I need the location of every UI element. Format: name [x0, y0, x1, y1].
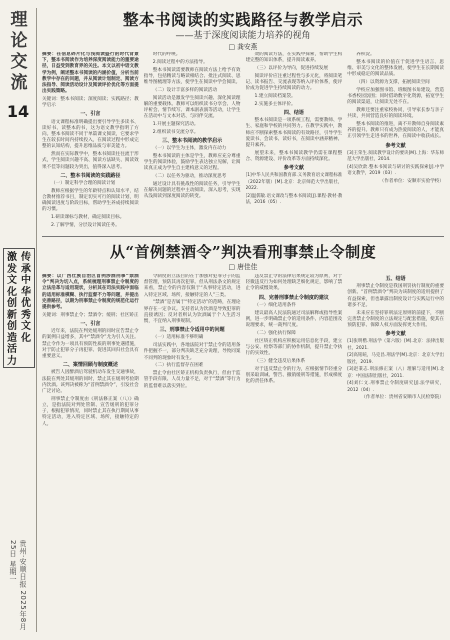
vertical-char: 交 [10, 52, 28, 72]
paragraph: 教师应根据学生的年龄特点和认知水平，结合教材推荐书目，制定切实可行的阅读计划，明确阅读进度与阶段目标，帮助学生养成持续阅读的习惯。 [42, 188, 139, 213]
section-heading: 五、结语 [385, 276, 406, 282]
reference-item: [4]刘仁文.刑事禁止令制度研究[J].法学研究，2012（04）. [347, 381, 444, 393]
paragraph: （一）适用标准不够明确 [152, 335, 204, 341]
article-columns [42, 274, 444, 630]
vertical-char: 流 [10, 73, 28, 93]
paragraph: 建议最高人民法院通过司法解释或指导性案例，进一步明确禁止令的适用条件、内容范围及说理要求，统一裁判尺度。 [245, 310, 343, 329]
section-heading: 二、案情回顾与制度概述 [62, 362, 118, 369]
paragraph: 整本书阅读的主体是学生，教师应充分尊重学生的阅读体验，鼓励学生表达独立见解，让阅读真正成为学生自主建构意义的过程。 [143, 154, 241, 172]
paragraph: （二）执行监督存在困难 [152, 363, 204, 369]
paragraph: 语文课程标准明确提出要引导学生多读书、读好书、读整本的书，这为语文教学指明了方向。整本书阅读不同于单篇课文阅读，它要求学生在较长时间内持续投入，在阅读过程中形成完整的认知结构，提升思维品质与审美能力。 [42, 119, 139, 150]
paragraph: 学校应加强图书馆、班级图书角建设，营造书香校园氛围；同时借助数字化资源，拓宽学生的阅读渠道，让阅读无处不在。 [347, 87, 444, 106]
paragraph: 刑事禁止令制度由《刑法修正案（八）》确立，是指法院对判处管制、宣告缓刑的犯罪分子，根据犯罪情况，同时禁止其在执行期间从事特定活动，进入特定区域、场所，接触特定的人。 [42, 396, 139, 427]
article-reading [42, 4, 444, 234]
vertical-char: 造 [7, 332, 17, 344]
reference-item: [3]赵秉志.刑法修正案（八）理解与适用[M].北京：中国法制出版社，2011. [347, 367, 444, 379]
paragraph: （四）以资源为支撑，拓展阅读空间 [356, 80, 430, 85]
vertical-char: 新 [7, 309, 17, 321]
vertical-char: 论 [10, 31, 28, 51]
section-heading: 一、引言 [80, 111, 101, 118]
article-byline: □ 唐佳佳 [228, 263, 258, 271]
paragraph: 违反禁止令的法律后果规定较为原则，对于轻微违反行为如何处理缺乏细化规定，影响了禁止令的威慑效果。 [245, 274, 343, 292]
section-heading: 参考文献 [283, 165, 304, 172]
reference-item: [2]温儒敏.语文课改与整本书阅读[J].课程·教材·教法，2016（05）. [245, 193, 343, 205]
text-column [347, 274, 444, 630]
paragraph: （一）制定科学合理的阅读计划 [51, 181, 116, 187]
article-byline: □ 龚安燕 [228, 43, 258, 51]
paragraph: 关键词：整本书阅读；深度阅读；实践路径；教学启示 [42, 97, 139, 109]
article-title: 从“首例禁酒令”判决看刑事禁止令制度 [109, 243, 377, 261]
article-title: 整本书阅读的实践路径与教学启示 [122, 10, 363, 29]
vertical-char: 创 [7, 321, 17, 332]
vertical-char: 文 [21, 321, 31, 332]
page-number: 14 [6, 102, 30, 121]
section-heading: 三、刑事禁止令适用中的问题 [159, 327, 225, 334]
vertical-char: 理 [10, 10, 28, 30]
section-name [6, 10, 32, 94]
reference-item: [1]中华人民共和国教育部.义务教育语文课程标准（2022年版）[M].北京：北京师范大学出版社，2022. [245, 173, 343, 191]
paragraph: （作者单位：安顺市实验学校） [379, 178, 444, 184]
paragraph: 未来应在坚持罪刑法定原则的前提下，不断完善禁止令制度的立法规定与配套措施，使其在预防犯罪、保障人权方面发挥更大作用。 [347, 310, 444, 329]
text-column [42, 274, 139, 630]
paragraph: （一）细化适用条件 [254, 302, 296, 308]
article-columns [42, 52, 444, 232]
text-column [347, 52, 444, 232]
paragraph: 2.了解学情，分层设计阅读任务。 [51, 223, 120, 229]
vertical-char: 中 [21, 275, 31, 286]
text-column [246, 274, 343, 630]
section-heading: 三、整本书阅读的教学启示 [162, 138, 223, 144]
article-subtitle: ——基于深度阅读能力培养的视角 [175, 31, 311, 41]
slogan-box [3, 248, 35, 368]
slogan-left-column [5, 252, 19, 367]
paragraph: 养积淀。 [356, 52, 375, 57]
vertical-char: 优 [21, 298, 31, 309]
paragraph: （三）以评价为导向，促进持续发展 [254, 66, 329, 71]
paragraph: 对于违反禁止令的行为，应根据情节轻重分别采取训诫、警告、撤销缓刑等措施，形成梯度化的责任体系。 [245, 366, 343, 385]
vertical-char: 力 [7, 355, 17, 367]
section-heading: 参考文献 [385, 142, 406, 149]
vertical-char: 活 [7, 344, 17, 355]
paragraph: 摘要：以广西壮族自治区首例涉酒刑事“禁酒令”判决为切入点，系统梳理刑事禁止令制度的立法沿革与适用现状，分析其在司法实践中面临的适用标准模糊、执行监督不力等问题，并提出完善路径，以期为刑事禁止令制度的规范化运行提供参考。 [42, 274, 139, 311]
text-column [144, 274, 241, 630]
paragraph: “禁酒”是否属于“特定活动”的范畴，在理论界存在一定争议。支持者认为饮酒是导致犯罪的直接诱因；反对者则认为饮酒属于个人生活习惯，不宜纳入刑事规制。 [143, 300, 241, 325]
vertical-char: 激 [7, 252, 17, 263]
vertical-char: 发 [7, 263, 17, 275]
vertical-char: 文 [7, 275, 17, 286]
paragraph: 2.实施多主体评价。 [254, 101, 296, 107]
paragraph: （作者单位：贵州省安顺市人民检察院） [361, 395, 444, 401]
paragraph: 整本书阅读的推进，离不开教师自身阅读素养的提升。教师只有成为热爱阅读的人，才能真正引领学生走进书的世界，在阅读中收获成长。 [347, 122, 444, 140]
paragraph: （三）健全违反后果体系 [254, 358, 306, 364]
vertical-char: 秀 [21, 309, 31, 321]
paragraph: 整本书阅读的价值在于促进学生语言、思维、审美与文化的整体发展，使学生在长期阅读中形成稳定的阅读品质。 [347, 59, 444, 78]
paragraph: 被告人因醉酒后驾驶机动车发生交通事故，法院在判处其缓刑的同时，禁止其在缓刑考验期内饮酒。该判决被称为“首例禁酒令”，引发社会广泛讨论。 [42, 370, 139, 395]
paragraph: 整本书阅读是一项系统工程，需要教师、学生、家庭和学校的共同努力。在教学实践中，教师应不断探索整本书阅读的有效路径，引导学生爱读书、会读书、读好书，在阅读中涵养精神、提升素养。 [245, 118, 343, 149]
paragraph: 1.建立阅读档案袋。 [254, 94, 296, 99]
left-rail-border [36, 8, 37, 632]
paragraph: 效的阅读方法，在实践中探索，帮助学生构建完整的知识体系，提升阅读素养。 [245, 52, 343, 64]
paragraph: 阅读活动是激发学生阅读兴趣、深化阅读理解的重要载体。教师可以组织读书分享会、人物评析会、情节续写、课本剧表演等活动，让学生在活动中与文本对话、与同伴交流。 [143, 95, 241, 120]
paragraph: （二）设计丰富多样的阅读活动 [152, 87, 218, 93]
text-column [246, 52, 343, 232]
paragraph: 司法实践中，各地法院对于禁止令的适用条件把握不一，部分判决缺乏充分说理，导致同案不同判的现象时有发生。 [143, 343, 241, 361]
slogan-right-column [19, 252, 33, 344]
text-column [42, 52, 139, 232]
section-heading: 一、引言 [80, 321, 101, 328]
paragraph: 禁止令由社区矫正机构负责执行，但由于监管手段有限、人员力量不足，对于“禁酒”等行为的监督难以落实到位。 [143, 371, 241, 389]
section-heading: 二、整本书阅读的实践路径 [60, 172, 121, 179]
vertical-char: 传 [21, 252, 31, 263]
vertical-char: 创 [7, 298, 17, 309]
paragraph: （二）以任务为驱动，推动深度思考 [152, 174, 227, 180]
paragraph: 令制度的立法目的在于加强对犯罪分子的监督管理，预防其再次犯罪。但从刑法条文的规定来看，禁止令的内容仅限于“从事特定活动，进入特定区域、场所，接触特定的人”三类。 [143, 274, 241, 298]
article-law [42, 236, 444, 634]
paragraph: 时代的呼唤。 [152, 52, 181, 57]
paragraph: 1.开展主题探究活动。 [152, 122, 199, 127]
vertical-char: 化 [7, 286, 17, 298]
paragraph: 刑事禁止令制度是我国刑罚执行制度的重要创新。“首例禁酒令”判决为该制度的适用提供了有益探索，但也暴露出制度设计与实践运行中的诸多不足。 [347, 284, 444, 308]
vertical-char: 承 [21, 263, 31, 275]
paragraph: 通过设计具有挑战性的阅读任务，引导学生在解决问题的过程中主动阅读、深入思考，实现从浅阅读到深度阅读的转变。 [143, 182, 241, 200]
paragraph: （二）强化执行保障 [254, 330, 296, 336]
paragraph: （一）以学生为主体，激发内在动力 [152, 146, 227, 152]
paragraph: 整本书阅读需要教师在阅读方法上给予有效指导，包括精读与略读相结合、批注式阅读、思维导图梳理等方法，使学生在阅读中学会阅读。 [143, 67, 241, 85]
paragraph: 1.研读课标与教材，确定阅读目标。 [51, 215, 125, 221]
paragraph: 2.组织读书交流分享。 [152, 129, 199, 135]
vertical-char: 华 [21, 286, 31, 298]
text-column [144, 52, 241, 232]
reference-item: [1]张明楷.刑法学（第六版）[M].北京：法律出版社，2021. [347, 339, 444, 351]
vertical-char: 化 [21, 332, 31, 344]
paragraph: 摘要：在信息碎片化与浅阅读盛行的时代背景下，整本书阅读作为培养深度阅读能力的重要途径，日益受到教育界的关注。本文以初中语文教学为例，阐述整本书阅读的内涵价值，分析当前教学中存在的问题，并从阅读计划制定、阅读方法指导、阅读活动设计及阅读评价优化等方面提出实践策略。 [42, 52, 139, 95]
reference-item: [4]吴欣歆.整本书阅读与研讨的实践探索[J].中学语文教学，2019（03）. [347, 164, 444, 177]
reference-item: [2]高铭暄，马克昌.刑法学[M].北京：北京大学出版社，2019. [347, 353, 444, 365]
paragraph: 社区矫正机构应积极运用信息化手段，建立与公安、检察等部门的协作机制，提升禁止令执行的实效性。 [245, 338, 343, 357]
paragraph: 近年来，法院在判处缓刑的同时宣告禁止令的案例日益增多，其中“禁酒令”尤为引人关注。禁止令作为一项具有预防性质的刑事处遇措施，对于防止犯罪分子再犯罪、促进其回归社会具有重要意义。 [42, 329, 139, 360]
issue-info: 贵州·安顺日报 2025年8月25日 星期一 [9, 540, 27, 631]
paragraph: 教师还要注重家校协同，引导家长参与亲子共读，共同营造良好的阅读环境。 [347, 108, 444, 120]
section-heading: 四、结语 [283, 110, 304, 116]
paragraph: 2.阅读过程中的方法指导。 [152, 59, 208, 65]
paragraph: 关键词：刑事禁止令；禁酒令；缓刑；社区矫正 [42, 312, 139, 318]
reference-item: [3]王荣生.阅读教学设计的要诀[M].上海：华东师范大学出版社，2014. [347, 150, 444, 163]
paragraph: 展望未来，整本书阅读教学仍需在课程整合、资源建设、评价改革等方面持续深化。 [245, 150, 343, 163]
paragraph: 阅读评价应注重过程性与多元化，将阅读笔记、读书报告、交流表现等纳入评价体系，使评价成为促进学生持续阅读的动力。 [245, 73, 343, 92]
section-heading: 四、完善刑事禁止令制度的建议 [258, 294, 329, 301]
paragraph: 然而在实际教学中，整本书阅读往往流于形式，学生阅读兴趣不高、阅读方法缺失、阅读效果不佳等问题较为突出，值得深入思考。 [42, 152, 139, 170]
section-heading: 参考文献 [385, 331, 406, 338]
